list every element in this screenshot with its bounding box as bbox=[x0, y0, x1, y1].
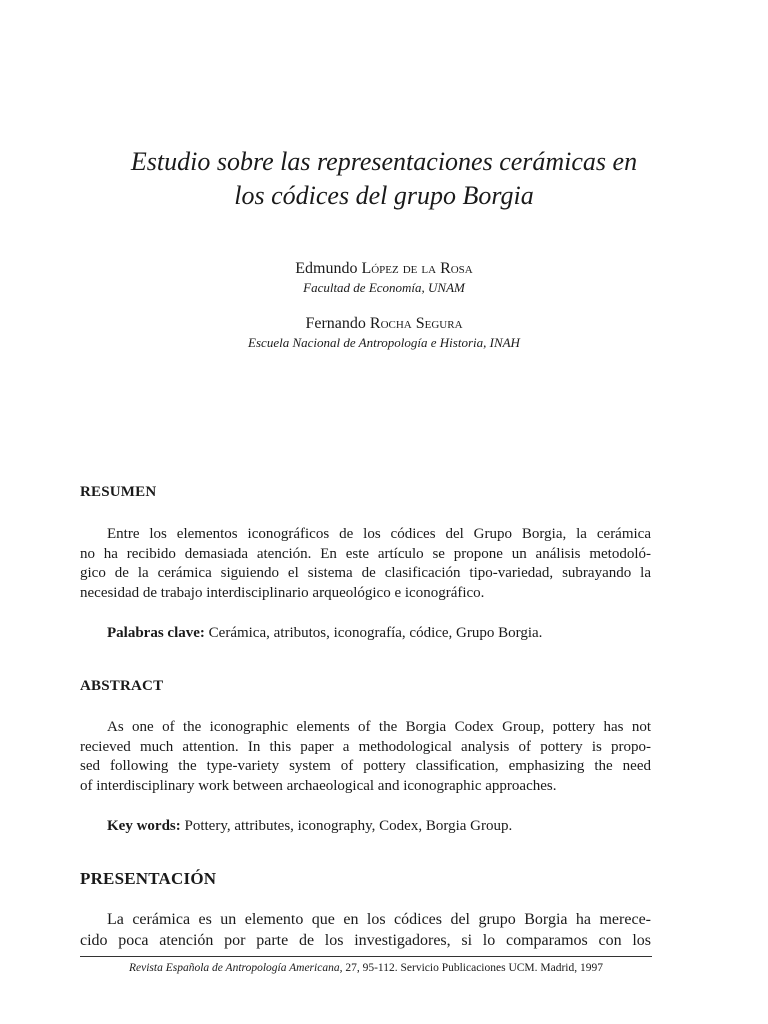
author-last-name: Rocha Segura bbox=[369, 315, 463, 332]
abstract-line: of interdisciplinary work between archaeological and iconographic approaches. bbox=[80, 777, 557, 794]
abstract-line: recieved much attention. In this paper a methodological analysis of pottery is propo- bbox=[80, 738, 651, 755]
author-block bbox=[0, 314, 768, 352]
resumen-line: necesidad de trabajo interdisciplinario arqueológico e iconográfico. bbox=[80, 584, 485, 601]
resumen-paragraph bbox=[80, 525, 651, 603]
abstract-keywords bbox=[107, 816, 512, 836]
author-name bbox=[0, 259, 768, 279]
title-line-1: Estudio sobre las representaciones cerámicas en bbox=[130, 147, 638, 176]
presentacion-line: La cerámica es un elemento que en los códices del grupo Borgia ha merece- bbox=[107, 911, 651, 928]
keywords-label: Palabras clave: bbox=[107, 625, 205, 641]
presentacion-paragraph bbox=[80, 909, 651, 951]
abstract-paragraph bbox=[80, 718, 651, 796]
presentacion-heading: PRESENTACIÓN bbox=[80, 869, 217, 888]
author-first-name: Fernando bbox=[305, 315, 366, 332]
author-affiliation: Facultad de Economía, UNAM bbox=[303, 280, 465, 295]
title-line-2: los códices del grupo Borgia bbox=[234, 181, 534, 210]
author-affiliation: Escuela Nacional de Antropología e Historia, INAH bbox=[248, 335, 520, 350]
abstract-heading: ABSTRACT bbox=[80, 678, 164, 694]
footer-rule bbox=[80, 956, 652, 957]
author-last-name: López de la Rosa bbox=[361, 260, 473, 277]
author-first-name: Edmundo bbox=[295, 260, 358, 277]
journal-citation: 27, 95-112. Servicio Publicaciones UCM. Madrid, 1997 bbox=[345, 962, 603, 974]
abstract-line: sed following the type-variety system of pottery classification, emphasizing the need bbox=[80, 758, 651, 774]
resumen-line: Entre los elementos iconográficos de los códices del Grupo Borgia, la cerámica bbox=[107, 526, 651, 542]
keywords-text: Cerámica, atributos, iconografía, códice, Grupo Borgia. bbox=[208, 625, 543, 641]
presentacion-line: cido poca atención por parte de los investigadores, si lo comparamos con los bbox=[80, 932, 651, 949]
abstract-line: As one of the iconographic elements of the Borgia Codex Group, pottery has not bbox=[107, 719, 651, 735]
article-title bbox=[60, 145, 708, 213]
journal-name: Revista Española de Antropología Americana, bbox=[128, 962, 343, 974]
author-block bbox=[0, 259, 768, 297]
author-name bbox=[0, 314, 768, 334]
keywords-text: Pottery, attributes, iconography, Codex, Borgia Group. bbox=[184, 818, 513, 834]
resumen-line: gico de la cerámica siguiendo el sistema de clasificación tipo-variedad, subrayando la bbox=[80, 565, 651, 581]
journal-footer bbox=[80, 962, 652, 974]
keywords-label: Key words: bbox=[107, 818, 181, 834]
resumen-line: no ha recibido demasiada atención. En este artículo se propone un análisis metodoló- bbox=[80, 545, 651, 562]
resumen-heading: RESUMEN bbox=[80, 484, 157, 500]
resumen-keywords bbox=[107, 623, 542, 643]
